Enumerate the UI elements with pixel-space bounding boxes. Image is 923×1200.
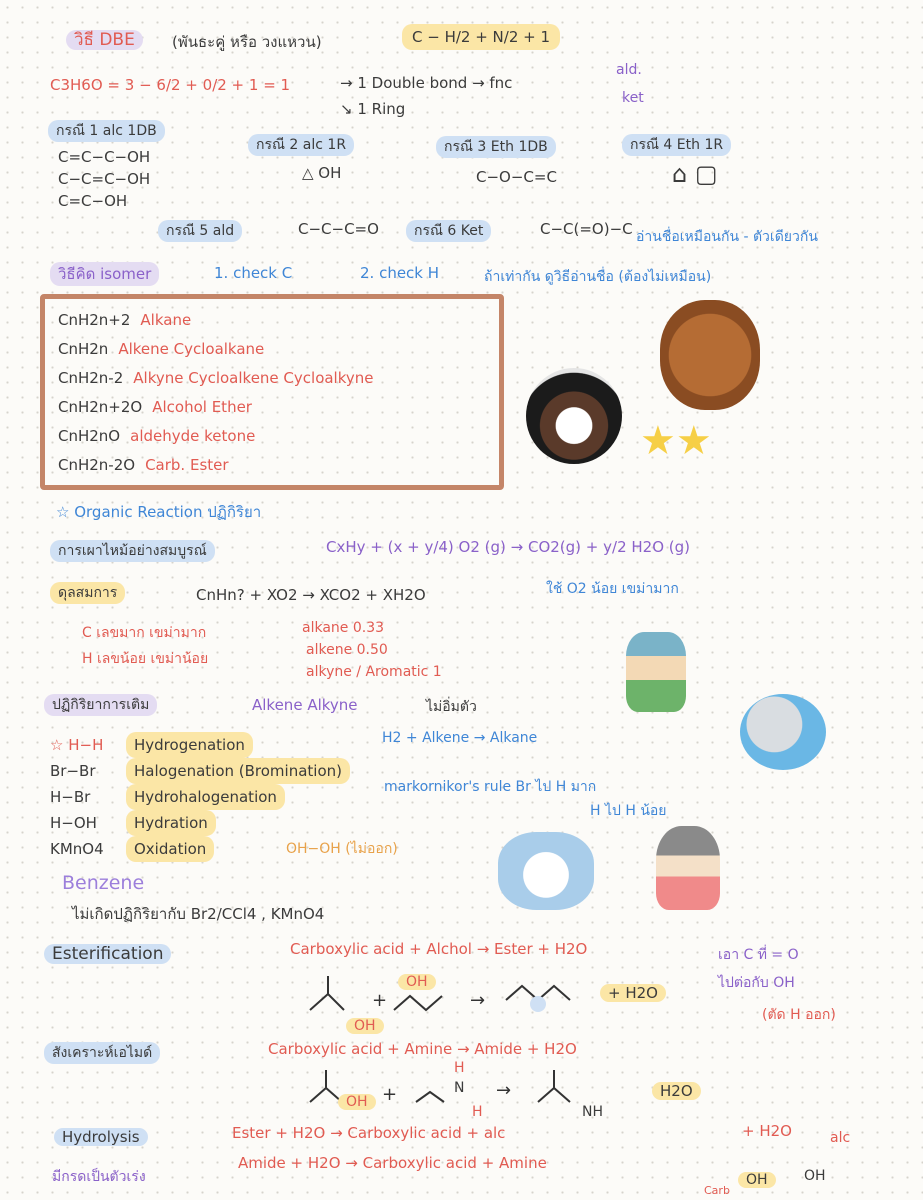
amide-h-bottom: H bbox=[472, 1104, 483, 1120]
case-1-structure: C=C−C−OH C−C=C−OH C=C−OH bbox=[58, 148, 151, 210]
amide-n: N bbox=[454, 1080, 465, 1096]
case-2-structure: △ OH bbox=[302, 164, 342, 182]
addition-types: Alkene Alkyne bbox=[252, 696, 358, 714]
case-1-label: กรณี 1 alc 1DB bbox=[48, 120, 165, 142]
ester-note-3: (ตัด H ออก) bbox=[762, 1007, 836, 1023]
dbe-result-double: → 1 Double bond → fnc bbox=[340, 74, 513, 92]
addition-label: ปฏิกิริยาการเติม bbox=[44, 694, 157, 716]
ester-water: + H2O bbox=[600, 984, 666, 1002]
hydrolysis-oh-2: OH bbox=[804, 1168, 826, 1184]
cloud-character-sticker-icon bbox=[498, 832, 594, 910]
formula-row: CnH2n-2 Alkyne Cycloalkene Cycloalkyne bbox=[58, 369, 374, 387]
svg-text:+: + bbox=[382, 1084, 398, 1105]
organic-title: ☆ Organic Reaction ปฏิกิริยา bbox=[56, 503, 262, 521]
hydrolysis-label: Hydrolysis bbox=[54, 1128, 148, 1146]
hydrolysis-oh-1: OH bbox=[738, 1172, 776, 1188]
esterification-equation: Carboxylic acid + Alchol → Ester + H2O bbox=[290, 940, 588, 958]
isomer-step-1: 1. check C bbox=[214, 264, 293, 282]
hydrolysis-equation-2: Amide + H2O → Carboxylic acid + Amine bbox=[238, 1154, 547, 1172]
case-4-label: กรณี 4 Eth 1R bbox=[622, 134, 731, 156]
case-6-label: กรณี 6 Ket bbox=[406, 220, 491, 242]
svg-text:→: → bbox=[470, 990, 486, 1011]
combustion-label: การเผาไหม้อย่างสมบูรณ์ bbox=[50, 540, 215, 562]
dbe-ald: ald. bbox=[616, 62, 642, 78]
ch-ratio-c: C เลขมาก เขม่ามาก bbox=[82, 625, 207, 641]
amide-label: สังเคราะห์เอไมด์ bbox=[44, 1042, 160, 1064]
oxidation-note: OH−OH (ไม่ออก) bbox=[286, 841, 398, 857]
hydrolysis-carb: Carb bbox=[704, 1184, 730, 1197]
dbe-example: C3H6O = 3 − 6/2 + 0/2 + 1 = 1 bbox=[50, 76, 291, 94]
benzene-note: ไม่เกิดปฏิกิริยากับ Br2/CCl4 , KMnO4 bbox=[72, 905, 325, 923]
formula-row: CnH2n+2 Alkane bbox=[58, 311, 192, 329]
ch-ratio-h: H เลขน้อย เขม่าน้อย bbox=[82, 651, 209, 667]
ester-oh-1: OH bbox=[346, 1018, 384, 1034]
doll-sticker-icon bbox=[626, 632, 686, 712]
combustion-equation: CxHy + (x + y/4) O2 (g) → CO2(g) + y/2 H2O (g) bbox=[326, 538, 691, 556]
isomer-step-3: ถ้าเท่ากัน ดูวิธีอ่านชื่อ (ต้องไม่เหมือน) bbox=[484, 269, 712, 285]
koala-sticker-icon bbox=[740, 694, 826, 770]
formula-row: CnH2n Alkene Cycloalkane bbox=[58, 340, 265, 358]
dog-sticker-icon bbox=[526, 368, 622, 464]
amide-oh: OH bbox=[338, 1094, 376, 1110]
dbe-result-ring: ↘ 1 Ring bbox=[340, 100, 406, 118]
case-6-structure: C−C(=O)−C bbox=[540, 220, 633, 238]
dbe-formula: C − H/2 + N/2 + 1 bbox=[402, 24, 560, 50]
hydrolysis-alc: alc bbox=[830, 1130, 851, 1146]
ester-oh-2: OH bbox=[398, 974, 436, 990]
hydrogenation-note: H2 + Alkene → Alkane bbox=[382, 730, 538, 746]
question-character-sticker-icon bbox=[656, 826, 720, 910]
case-4-structure: ⌂ ▢ bbox=[672, 160, 718, 188]
case-3-structure: C−O−C=C bbox=[476, 168, 557, 186]
amide-equation: Carboxylic acid + Amine → Amide + H2O bbox=[268, 1040, 577, 1058]
esterification-label: Esterification bbox=[44, 944, 171, 964]
svg-text:→: → bbox=[496, 1080, 512, 1101]
puppy-sticker-icon bbox=[660, 300, 760, 410]
amide-h-top: H bbox=[454, 1060, 465, 1076]
ester-note-1: เอา C ที่ = O bbox=[718, 947, 799, 963]
balance-note: ใช้ O2 น้อย เขม่ามาก bbox=[546, 581, 679, 597]
hydrolysis-equation-1: Ester + H2O → Carboxylic acid + alc bbox=[232, 1124, 506, 1142]
svg-text:+: + bbox=[372, 990, 388, 1011]
addition-row: Br−Br Halogenation (Bromination) bbox=[50, 758, 350, 784]
dbe-paren: (พันธะคู่ หรือ วงแหวน) bbox=[172, 33, 322, 51]
hydrolysis-sub: มีกรดเป็นตัวเร่ง bbox=[52, 1169, 146, 1185]
ratio-alkane: alkane 0.33 bbox=[302, 620, 385, 636]
formula-list bbox=[58, 306, 374, 480]
formula-row: CnH2n-2O Carb. Ester bbox=[58, 456, 229, 474]
addition-row: KMnO4 Oxidation bbox=[50, 836, 350, 862]
case-5-structure: C−C−C=O bbox=[298, 220, 379, 238]
case-5-label: กรณี 5 ald bbox=[158, 220, 242, 242]
addition-note: ไม่อิ่มตัว bbox=[426, 699, 477, 715]
balance-label: ดุลสมการ bbox=[50, 582, 125, 604]
dbe-ket: ket bbox=[622, 90, 644, 106]
note-same-name: อ่านชื่อเหมือนกัน - ตัวเดียวกัน bbox=[636, 229, 818, 245]
ester-note-2: ไปต่อกับ OH bbox=[718, 975, 795, 991]
balance-equation: CnHn? + XO2 → XCO2 + XH2O bbox=[196, 586, 426, 604]
ratio-alkene: alkene 0.50 bbox=[306, 642, 388, 658]
formula-row: CnH2nO aldehyde ketone bbox=[58, 427, 256, 445]
stars-sticker-icon: ★★ bbox=[640, 418, 712, 464]
addition-row: H−Br Hydrohalogenation bbox=[50, 784, 350, 810]
markovnikov-rule-2: H ไป H น้อย bbox=[590, 803, 667, 819]
addition-row: ☆ H−H Hydrogenation bbox=[50, 732, 350, 758]
isomer-label: วิธีคิด isomer bbox=[50, 262, 159, 286]
case-2-label: กรณี 2 alc 1R bbox=[248, 134, 354, 156]
formula-row: CnH2n+2O Alcohol Ether bbox=[58, 398, 252, 416]
hydrolysis-plus-water: + H2O bbox=[742, 1122, 792, 1140]
isomer-step-2: 2. check H bbox=[360, 264, 440, 282]
markovnikov-rule: markornikor's rule Br ไป H มาก bbox=[384, 779, 597, 795]
addition-row: H−OH Hydration bbox=[50, 810, 350, 836]
dbe-title: วิธี DBE bbox=[66, 26, 143, 53]
ratio-alkyne: alkyne / Aromatic 1 bbox=[306, 664, 442, 680]
amide-nh: NH bbox=[582, 1104, 603, 1120]
benzene-title: Benzene bbox=[62, 872, 145, 894]
case-3-label: กรณี 3 Eth 1DB bbox=[436, 136, 556, 158]
amide-water: H2O bbox=[652, 1082, 701, 1100]
